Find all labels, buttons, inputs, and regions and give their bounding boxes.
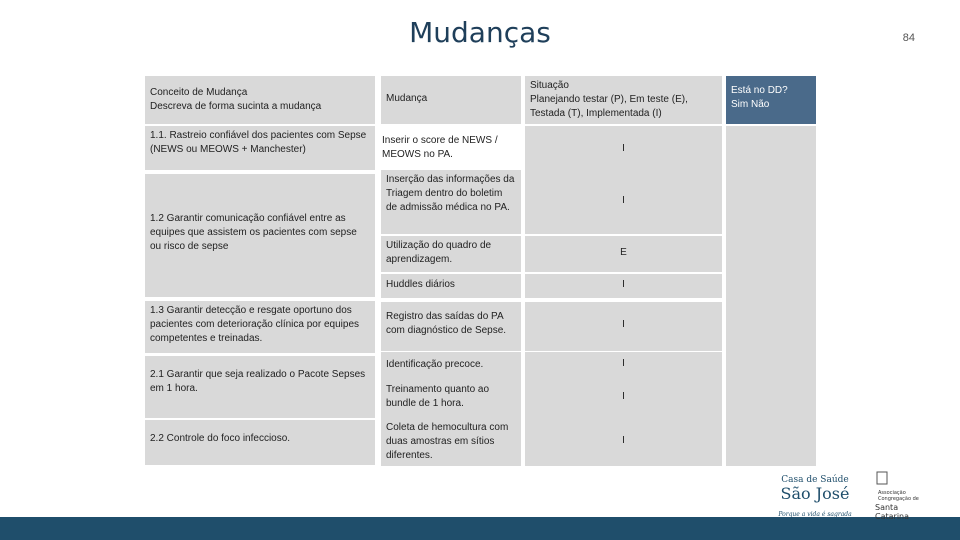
mudanca-row-1: Inserir o score de NEWS / MEOWS no PA. <box>382 135 498 160</box>
header-situacao: Situação Planejando testar (P), Em teste (E), Testada (T), Implementada (I) <box>525 76 722 124</box>
associacao-logo <box>870 470 940 525</box>
mudanca-row-6: Identificação precoce. <box>381 352 521 380</box>
assoc-line-4: Catarina <box>875 512 910 521</box>
conceito-2-1: 2.1 Garantir que seja realizado o Pacote Sepses em 1 hora. <box>145 356 375 418</box>
mudanca-row-7: Treinamento quanto ao bundle de 1 hora. <box>381 380 521 418</box>
associacao-emblem-icon <box>877 472 887 484</box>
logo-text-2: São José <box>780 484 850 503</box>
assoc-line-1: Associação <box>878 490 906 496</box>
header-dd: Está no DD? Sim Não <box>726 76 816 124</box>
situacao-row-8: I <box>525 418 722 466</box>
mudanca-row-4: Huddles diários <box>381 274 521 298</box>
assoc-line-3: Santa <box>875 503 899 512</box>
conceito-1-3: 1.3 Garantir detecção e resgate oportuno dos pacientes com deterioração clínica por equipes competentes e treinadas. <box>145 301 375 353</box>
page-title: Mudanças <box>409 16 551 49</box>
mudanca-row-3: Utilização do quadro de aprendizagem. <box>381 236 521 272</box>
casa-de-saude-logo <box>766 466 864 526</box>
situacao-row-2: I <box>525 170 722 234</box>
header-mudanca: Mudança <box>381 76 521 124</box>
mudanca-row-8: Coleta de hemocultura com duas amostras em sítios diferentes. <box>381 418 521 466</box>
situacao-row-3: E <box>525 236 722 272</box>
assoc-line-2: Congregação de <box>878 496 919 502</box>
page-number: 84 <box>902 32 915 44</box>
mudanca-row-2: Inserção das informações da Triagem dentro do boletim de admissão médica no PA. <box>381 170 521 234</box>
conceito-1-2: 1.2 Garantir comunicação confiável entre as equipes que assistem os pacientes com sepse ou risco de sepse <box>145 174 375 297</box>
mudanca-row-5: Registro das saídas do PA com diagnóstico de Sepse. <box>381 302 521 351</box>
conceito-2-2: 2.2 Controle do foco infeccioso. <box>145 420 375 465</box>
logo-slogan: Porque a vida é sagrada <box>778 511 852 518</box>
situacao-row-1: I <box>525 126 722 170</box>
situacao-row-7: I <box>525 380 722 418</box>
logo-text-1: Casa de Saúde <box>781 475 849 485</box>
conceito-1-1: 1.1. Rastreio confiável dos pacientes com Sepse (NEWS ou MEOWS + Manchester) <box>145 126 375 170</box>
situacao-row-5: I <box>525 302 722 351</box>
situacao-row-6: I <box>525 352 722 380</box>
situacao-row-4: I <box>525 274 722 298</box>
header-conceito: Conceito de Mudança Descreva de forma sucinta a mudança <box>145 76 375 124</box>
dd-column <box>726 126 816 466</box>
